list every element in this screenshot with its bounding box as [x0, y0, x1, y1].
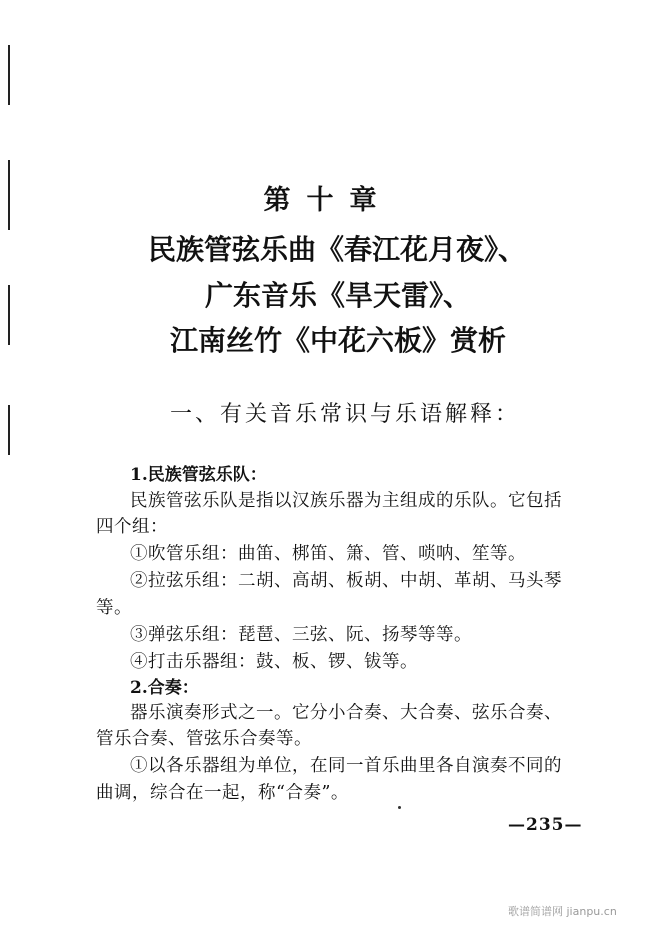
- body-line: ①以各乐器组为单位，在同一首乐曲里各自演奏不同的: [130, 756, 562, 776]
- chapter-title-line-1: 民族管弦乐曲《春江花月夜》、: [148, 233, 527, 266]
- scan-edge-mark: [8, 285, 10, 345]
- watermark: 歌谱简谱网 jianpu.cn: [508, 905, 617, 918]
- body-line: ①吹管乐组：曲笛、梆笛、箫、管、唢呐、笙等。: [130, 544, 526, 564]
- page-number: —235—: [508, 815, 583, 835]
- scan-edge-mark: [8, 45, 10, 105]
- scan-edge-mark: [8, 405, 10, 455]
- body-line: ②拉弦乐组：二胡、高胡、板胡、中胡、革胡、马头琴: [130, 571, 562, 591]
- body-line: 四个组：: [96, 517, 168, 537]
- chapter-number: 第十章: [263, 185, 393, 216]
- section-heading: 一、有关音乐常识与乐语解释：: [170, 402, 521, 427]
- item2-heading: 2.合奏：: [130, 678, 199, 698]
- body-line: ③弹弦乐组：琵琶、三弦、阮、扬琴等等。: [130, 625, 472, 645]
- body-line: ④打击乐器组：鼓、板、锣、钹等。: [130, 652, 418, 672]
- body-line: 等。: [96, 598, 132, 618]
- chapter-title-line-2: 广东音乐《旱天雷》、: [205, 279, 472, 312]
- body-line: 器乐演奏形式之一。它分小合奏、大合奏、弦乐合奏、: [130, 703, 562, 723]
- scan-speck: [398, 806, 401, 809]
- body-line: 曲调，综合在一起，称“合奏”。: [96, 783, 349, 803]
- body-line: 管乐合奏、管弦乐合奏等。: [96, 729, 312, 749]
- body-line: 民族管弦乐队是指以汉族乐器为主组成的乐队。它包括: [130, 491, 562, 511]
- chapter-title-line-3: 江南丝竹《中花六板》赏析: [170, 324, 507, 357]
- item1-heading: 1.民族管弦乐队：: [130, 465, 267, 485]
